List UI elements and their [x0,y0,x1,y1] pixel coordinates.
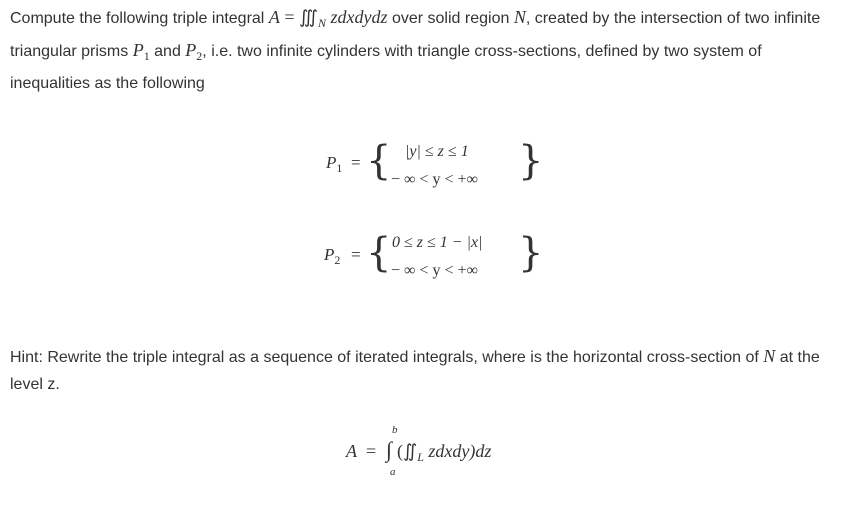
region-subscript-N: N [318,16,327,30]
system1-equals: = [351,153,361,172]
system2-label: $P_2$ [324,245,341,267]
hint-paragraph [10,343,845,398]
system1-row2: − ∞ < y < +∞ [391,171,478,188]
variable-N: N [513,7,526,27]
integrand: zdxdydz [326,7,388,27]
system1-row1: |y| ≤ z ≤ 1 [405,143,469,160]
integral-sign: ∫ [386,437,393,462]
intro-text-2: over solid region [387,10,514,27]
cross-section-subscript-L: L [417,450,424,464]
formula-equals: = [366,441,377,461]
intro-text-1: Compute the following triple integral [10,10,269,27]
lower-limit-a: a [390,466,396,478]
intro-text-5: , i.e. two infinite cylinders with triangle cross-sections, defined by two system of inequalities as the following [10,43,762,92]
upper-limit-b: b [392,424,398,436]
hint-text-2: at the level z. [10,349,820,393]
variable-A: A [268,7,280,27]
intro-paragraph [10,4,845,97]
double-integral-symbol: ∬ [403,441,418,461]
system1-left-brace: { [366,138,392,184]
subscript-2: 2 [196,49,203,63]
system2-row2: − ∞ < y < +∞ [391,262,478,279]
hint-text-1: Hint: Rewrite the triple integral as a sequence of iterated integrals, where is the horizontal cross-section of [10,349,764,366]
variable-P1: P [132,40,144,60]
formula-lhs: A [346,441,357,461]
hint-variable-N: N [763,346,776,366]
system1-right-brace: } [518,138,544,184]
system2-left-brace: { [366,230,392,276]
formula-body: ($∬_L$ zdxdy)dz [397,441,492,464]
intro-text-4: and [149,43,186,60]
triple-integral-symbol: ∭ [298,7,318,27]
variable-P2: P [185,40,197,60]
system2-row1: 0 ≤ z ≤ 1 − |x| [392,234,483,251]
system2-right-brace: } [518,230,544,276]
system1-label: $P_1$ [326,153,343,175]
subscript-1: 1 [143,49,150,63]
system2-equals: = [351,245,361,264]
equals-sign: = [279,7,299,27]
intro-text-3: , created by the intersection of two infinite triangular prisms [10,10,821,60]
